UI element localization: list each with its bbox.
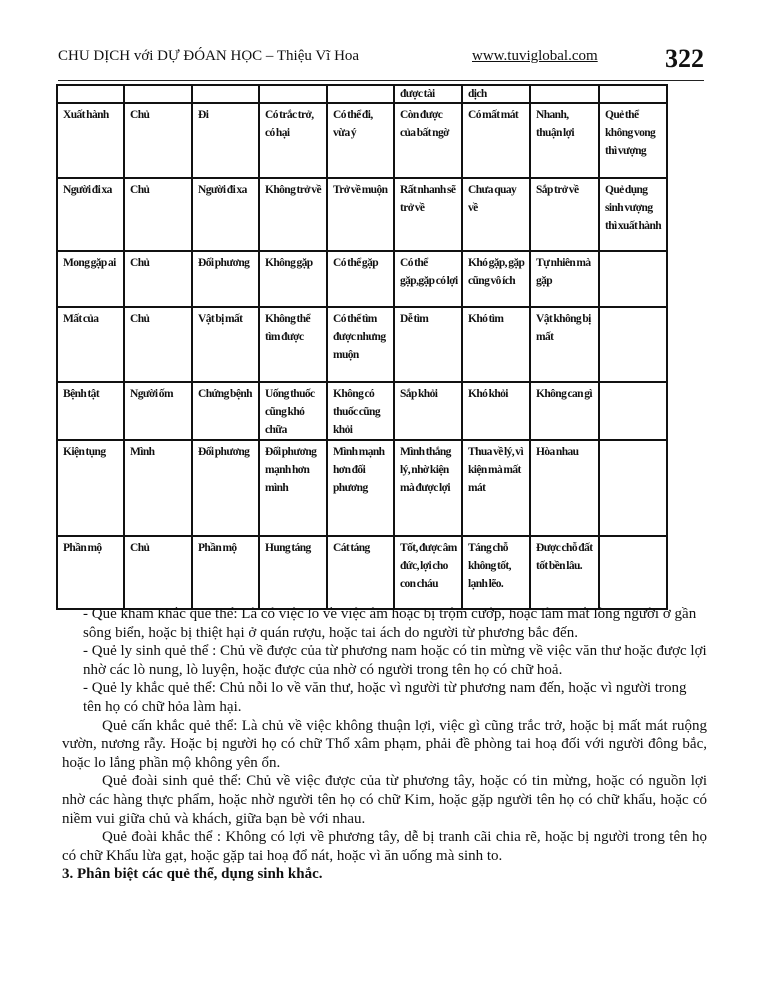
table-row (57, 103, 667, 178)
table-row (57, 307, 667, 382)
table-cell: Táng chỗ không tốt, lạnh lẽo. (462, 536, 530, 609)
table-cell (599, 85, 667, 103)
table-cell: Nhanh, thuận lợi (530, 103, 599, 178)
table-cell: Xuất hành (57, 103, 124, 178)
table-cell: Hòa nhau (530, 440, 599, 536)
book-title: CHU DỊCH với DỰ ĐÓAN HỌC – Thiệu Vĩ Hoa (58, 48, 360, 64)
table-row (57, 85, 667, 103)
table-cell: Chủ (124, 103, 192, 178)
table-cell: Không trở về (259, 178, 327, 251)
section-heading: 3. Phân biệt các quẻ thể, dụng sinh khắc. (62, 866, 323, 883)
table-cell: Tốt, được âm đức, lợi cho con cháu (394, 536, 462, 609)
table-cell: Có thể đi, vừa ý (327, 103, 394, 178)
page-number: 322 (665, 44, 704, 73)
table-cell: Mình mạnh hơn đối phương (327, 440, 394, 536)
table-row (57, 440, 667, 536)
table-cell (599, 251, 667, 307)
paragraph: Quẻ cấn khắc quẻ thể: Là chủ về việc không thuận lợi, việc gì cũng trắc trở, hoặc bị mất mát ruộng vườn, nương rẫy. Hoặc bị người họ có chữ Thổ xâm phạm, phải đề phòng tai hoạ đối với người đông bắc, hoặc lo lắng phần mộ không yên ổn. (62, 717, 707, 771)
table-cell: Dễ tìm (394, 307, 462, 382)
table-cell (599, 307, 667, 382)
table-cell: Được chỗ đất tốt bền lâu. (530, 536, 599, 609)
table-cell: Chủ (124, 536, 192, 609)
table-cell: Mình (124, 440, 192, 536)
table-cell: được tài (394, 85, 462, 103)
table-cell: Có thể gặp (327, 251, 394, 307)
table-row (57, 382, 667, 440)
table-cell: Hung táng (259, 536, 327, 609)
table-cell (599, 382, 667, 440)
table-cell (599, 440, 667, 536)
table-row (57, 251, 667, 307)
table-cell: Không có thuốc cũng khỏi (327, 382, 394, 440)
table-cell: Khó tìm (462, 307, 530, 382)
table-cell: Quẻ thể không vong thì vượng (599, 103, 667, 178)
table-cell: Có trắc trở, có hại (259, 103, 327, 178)
table-cell: Sắp trở về (530, 178, 599, 251)
table-cell: Người đi xa (192, 178, 259, 251)
table-cell: Mất của (57, 307, 124, 382)
table-cell (327, 85, 394, 103)
table-cell: Đi (192, 103, 259, 178)
table-cell: Chưa quay về (462, 178, 530, 251)
table-cell: Phần mộ (57, 536, 124, 609)
table-cell: Vật bị mất (192, 307, 259, 382)
table-row (57, 178, 667, 251)
table-cell: Thua về lý, vì kiện mà mất mát (462, 440, 530, 536)
table-cell: Có thể gặp,gặp có lợi (394, 251, 462, 307)
table-cell: Mình thắng lý, nhờ kiện mà được lợi (394, 440, 462, 536)
table-cell: Đối phương (192, 251, 259, 307)
table-cell (192, 85, 259, 103)
body-text (62, 605, 707, 884)
table-cell (530, 85, 599, 103)
table-cell: Chủ (124, 307, 192, 382)
dash-item: - Quẻ ly khắc quẻ thể: Chủ nỗi lo về văn thư, hoặc vì người từ phương nam đến, hoặc vì người trong tên họ có chữ hỏa làm hại. (83, 680, 687, 715)
table-cell: Mong gặp ai (57, 251, 124, 307)
table-cell (124, 85, 192, 103)
table-cell: Phần mộ (192, 536, 259, 609)
table-cell: Người đi xa (57, 178, 124, 251)
table-row (57, 536, 667, 609)
table-cell: dịch (462, 85, 530, 103)
page-header (58, 44, 704, 81)
table-cell: Chủ (124, 251, 192, 307)
dash-item: - Quẻ khảm khắc quẻ thể: Là có việc lo về việc âm hoặc bị trộm cướp, hoặc làm mất lòng người ở gần sông biển, hoặc bị thiệt hại ở quán rượu, hoặc tai ách do người từ phương bắc đến. (83, 606, 697, 641)
website-link[interactable]: www.tuviglobal.com (472, 48, 598, 64)
table-cell: Còn được của bất ngờ (394, 103, 462, 178)
table-cell: Uống thuốc cũng khó chữa (259, 382, 327, 440)
table-cell: Có thể tìm được nhưng muộn (327, 307, 394, 382)
table-cell: Rất nhanh sẽ trở về (394, 178, 462, 251)
paragraph: Quẻ đoài sinh quẻ thể: Chủ về việc được của từ phương tây, hoặc có tin mừng, hoặc có nguồn lợi nhờ các hàng thực phẩm, hoặc nhờ người tên họ có chữ Kim, hoặc gặp người tên họ có chữ khẩu, hoặc có niềm vui giữa chủ và khách, giữa bạn bè với nhau. (62, 773, 707, 827)
table-cell (259, 85, 327, 103)
table-cell: Chứng bệnh (192, 382, 259, 440)
table-cell: Cát táng (327, 536, 394, 609)
divination-table (56, 84, 668, 610)
table-cell: Khó gặp, gặp cũng vô ích (462, 251, 530, 307)
table-cell: Có mất mát (462, 103, 530, 178)
table-cell: Quẻ dụng sinh vượng thì xuất hành (599, 178, 667, 251)
table-cell: Khó khỏi (462, 382, 530, 440)
table-cell: Không gặp (259, 251, 327, 307)
table-cell (57, 85, 124, 103)
dash-item: - Quẻ ly sinh quẻ thể : Chủ về được của từ phương nam hoặc có tin mừng về việc văn thư hoặc được lợi nhờ các lò nung, lò luyện, hoặc được của nhờ có người trong tên họ có chữ hoả. (83, 643, 707, 678)
table-cell: Sắp khỏi (394, 382, 462, 440)
table-cell: Vật không bị mất (530, 307, 599, 382)
table-cell: Đối phương (192, 440, 259, 536)
table-cell (599, 536, 667, 609)
table-cell: Trở về muộn (327, 178, 394, 251)
table-cell: Đối phương mạnh hơn mình (259, 440, 327, 536)
table-cell: Người ốm (124, 382, 192, 440)
table-cell: Không can gì (530, 382, 599, 440)
table-cell: Bệnh tật (57, 382, 124, 440)
paragraph: Quẻ đoài khắc thể : Không có lợi về phương tây, dễ bị tranh cãi chia rẽ, hoặc bị người trong tên họ có chữ Khẩu lừa gạt, hoặc gặp tai hoạ đổ nát, hoặc vì ăn uống mà sinh to. (62, 829, 707, 864)
table-cell: Tự nhiên mà gặp (530, 251, 599, 307)
table-cell: Không thể tìm được (259, 307, 327, 382)
table-cell: Kiện tụng (57, 440, 124, 536)
table-cell: Chủ (124, 178, 192, 251)
